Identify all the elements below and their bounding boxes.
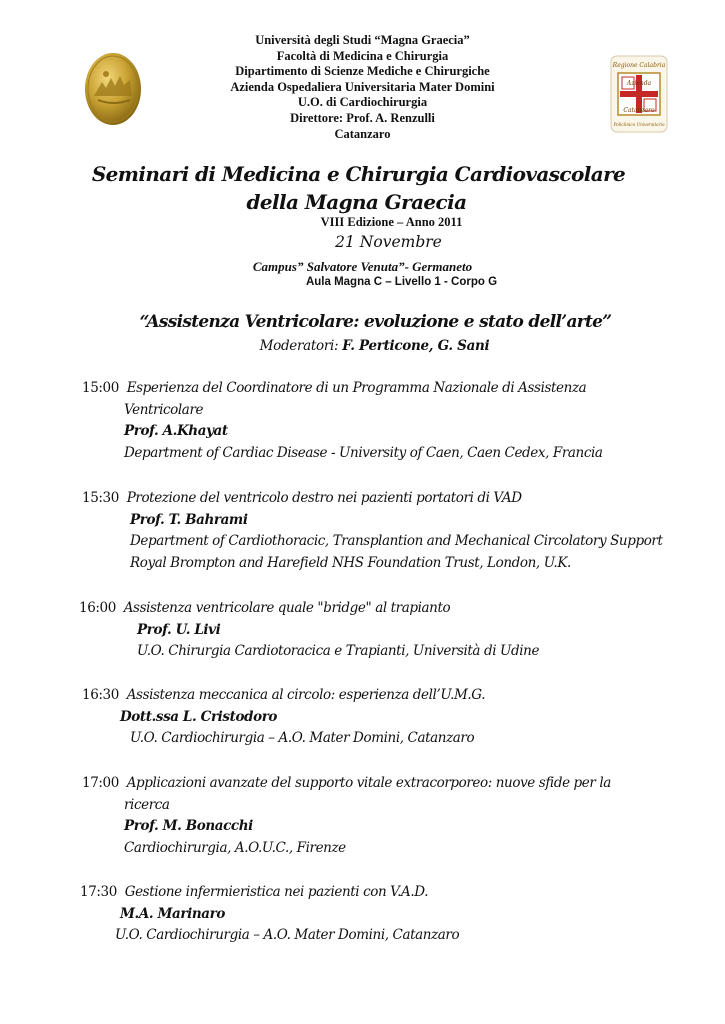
campus: Campus” Salvatore Venuta”- Germaneto [252,259,473,274]
seminar-title-line1: Seminari di Medicina e Chirurgia Cardiovascolare [91,162,626,186]
header-director: Direttore: Prof. A. Renzulli [290,110,435,125]
header-hospital: Azienda Ospedaliera Universitaria Mater Domini [230,79,495,94]
session-title: Gestione infermieristica nei pazienti con V.A.D. [124,884,429,900]
session-speaker: Prof. A.Khayat [124,423,228,439]
coin-logo [84,52,142,126]
session-item [82,378,603,464]
session-affiliation: U.O. Chirurgia Cardiotoracica e Trapianti, Università di Udine [137,643,540,659]
session-speaker: Dott.ssa L. Cristodoro [120,708,278,725]
session-affiliation: Department of Cardiothoracic, Transplantion and Mechanical Circolatory Support [130,533,663,549]
session-time: 16:00 [79,600,116,616]
session-time: 15:00 [82,380,119,396]
session-time: 16:30 [82,687,119,703]
session-speaker: Prof. U. Livi [137,621,221,638]
session-title: Assistenza ventricolare quale "bridge" al trapianto [123,600,451,616]
header-city: Catanzaro [334,126,391,141]
session-item [82,685,485,750]
session-speaker: Prof. T. Bahrami [130,511,248,528]
session-title-cont: ricerca [124,796,170,813]
moderators [0,338,725,354]
session-affiliation: U.O. Cardiochirurgia – A.O. Mater Domini, Catanzaro [130,730,475,746]
stamp-text-mid: Azienda [626,80,652,87]
edition: VIII Edizione – Anno 2011 [320,215,463,229]
session-speaker: Prof. M. Bonacchi [124,818,253,834]
session-item [79,598,540,663]
session-item [82,773,611,859]
session-item [82,488,663,574]
session-title: Applicazioni avanzate del supporto vitale extracorporeo: nuove sfide per la [126,775,611,791]
header-department: Dipartimento di Scienze Mediche e Chirurgiche [235,64,490,79]
session-title: Assistenza meccanica al circolo: esperienza dell’U.M.G. [126,687,486,703]
session-affiliation-2: Royal Brompton and Harefield NHS Foundation Trust, London, U.K. [130,554,571,571]
session-item [80,882,460,947]
stamp-text-ring: Policlinico Universitario [613,122,665,127]
header-faculty: Facoltà di Medicina e Chirurgia [276,48,449,63]
session-speaker: M.A. Marinaro [120,905,225,922]
stamp-logo [610,55,668,133]
header-unit: U.O. di Cardiochirurgia [297,95,428,110]
session-affiliation: Department of Cardiac Disease - University of Caen, Caen Cedex, Francia [124,444,603,461]
seminar-title-line2: della Magna Graecia [246,190,467,214]
session-affiliation: Cardiochirurgia, A.O.U.C., Firenze [124,839,346,856]
stamp-text-bottom: Catanzaro [623,107,655,114]
session-title: Protezione del ventricolo destro nei pazienti portatori di VAD [126,490,522,506]
session-time: 17:30 [80,884,117,900]
moderators-names: F. Perticone, G. Sani [342,338,490,354]
session-time: 15:30 [82,490,119,506]
stamp-text-top: Regione Calabria [612,62,666,69]
aula: Aula Magna C – Livello 1 - Corpo G [305,276,498,288]
moderators-label: Moderatori: [259,338,339,354]
session-time: 17:00 [82,775,119,791]
header-university: Università degli Studi “Magna Graecia” [255,33,470,47]
event-date: 21 Novembre [335,233,442,251]
topic-title: “Assistenza Ventricolare: evoluzione e stato dell’arte” [139,312,612,332]
session-title-cont: Ventricolare [124,401,204,418]
session-affiliation: U.O. Cardiochirurgia – A.O. Mater Domini, Catanzaro [115,927,460,943]
session-title: Esperienza del Coordinatore di un Programma Nazionale di Assistenza [126,380,587,396]
